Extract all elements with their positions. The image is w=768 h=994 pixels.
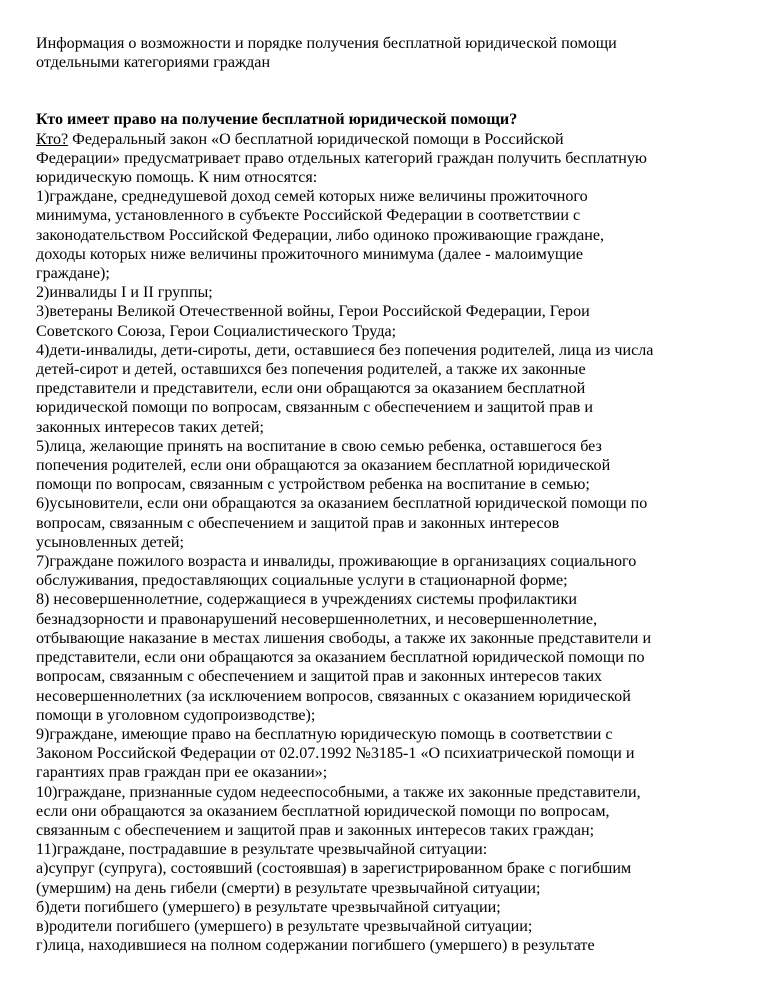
list-line: 10)граждане, признанные судом недееспособными, а также их законные представители, — [36, 783, 641, 801]
title-line: Информация о возможности и порядке получения бесплатной юридической помощи — [36, 35, 617, 52]
list-line: юридической помощи по вопросам, связанным с обеспечением и защитой прав и — [36, 399, 594, 417]
title-line: отдельными категориями граждан — [36, 54, 271, 72]
list-line: гарантиях прав граждан при ее оказании»; — [36, 764, 328, 782]
list-line: 4)дети-инвалиды, дети-сироты, дети, оставшиеся без попечения родителей, лица из числа — [36, 341, 654, 359]
spacer — [36, 72, 736, 110]
list-line: г)лица, находившиеся на полном содержании погибшего (умершего) в результате — [36, 937, 595, 955]
list-line: 6)усыновители, если они обращаются за оказанием бесплатной юридической помощи по — [36, 495, 648, 513]
list-line: в)родители погибшего (умершего) в результате чрезвычайной ситуации; — [36, 917, 533, 935]
list-line: законодательством Российской Федерации, либо одиноко проживающие граждане, — [36, 226, 605, 244]
intro-paragraph — [36, 130, 736, 188]
intro-text: Федеральный закон «О бесплатной юридической помощи в Российской — [68, 130, 564, 148]
list-line: 1)граждане, среднедушевой доход семей которых ниже величины прожиточного — [36, 188, 588, 206]
list-line: помощи в уголовном судопроизводстве); — [36, 706, 316, 724]
list-line: вопросам, связанным с обеспечением и защитой прав и законных интересов — [36, 514, 560, 532]
list-line: законных интересов таких детей; — [36, 418, 264, 436]
list-line: (умершим) на день гибели (смерти) в результате чрезвычайной ситуации; — [36, 879, 541, 897]
eligibility-list — [36, 187, 736, 955]
intro-line: юридическую помощь. К ним относятся: — [36, 169, 318, 187]
list-line: вопросам, связанным с обеспечением и защитой прав и законных интересов таких — [36, 668, 603, 686]
list-line: 8) несовершеннолетние, содержащиеся в учреждениях системы профилактики — [36, 591, 577, 609]
list-line: усыновленных детей; — [36, 533, 184, 551]
list-line: представители и представители, если они обращаются за оказанием бесплатной — [36, 380, 586, 398]
list-line: 7)граждане пожилого возраста и инвалиды, проживающие в организациях социального — [36, 553, 637, 571]
intro-first-line — [36, 130, 736, 149]
list-line: представители, если они обращаются за оказанием бесплатной юридической помощи по — [36, 649, 645, 667]
list-line: 2)инвалиды I и II группы; — [36, 284, 213, 302]
document-title — [36, 34, 736, 72]
list-line: граждане); — [36, 265, 110, 283]
list-line: отбывающие наказание в местах лишения свободы, а также их законные представители и — [36, 629, 652, 647]
list-line: 3)ветераны Великой Отечественной войны, Герои Российской Федерации, Герои — [36, 303, 590, 321]
list-line: помощи по вопросам, связанным с устройством ребенка на воспитание в семью; — [36, 476, 590, 494]
intro-line: Федерации» предусматривает право отдельных категорий граждан получить бесплатную — [36, 149, 647, 167]
list-line: 5)лица, желающие принять на воспитание в свою семью ребенка, оставшегося без — [36, 437, 602, 455]
list-line: связанным с обеспечением и защитой прав и законных интересов таких граждан; — [36, 821, 595, 839]
list-line: а)супруг (супруга), состоявший (состоявшая) в зарегистрированном браке с погибшим — [36, 860, 632, 878]
list-line: детей-сирот и детей, оставшихся без попечения родителей, а также их законные — [36, 361, 586, 379]
list-line: б)дети погибшего (умершего) в результате чрезвычайной ситуации; — [36, 898, 501, 916]
list-line: доходы которых ниже величины прожиточного минимума (далее - малоимущие — [36, 245, 584, 263]
list-line: попечения родителей, если они обращаются за оказанием бесплатной юридической — [36, 457, 611, 475]
list-line: Законом Российской Федерации от 02.07.1992 №3185-1 «О психиатрической помощи и — [36, 745, 635, 763]
list-line: 9)граждане, имеющие право на бесплатную юридическую помощь в соответствии с — [36, 725, 613, 743]
section-heading: Кто имеет право на получение бесплатной юридической помощи? — [36, 111, 518, 129]
list-line: обслуживания, предоставляющих социальные услуги в стационарной форме; — [36, 572, 568, 590]
list-line: безнадзорности и правонарушений несовершеннолетних, и несовершеннолетние, — [36, 610, 598, 628]
document-page — [36, 34, 736, 955]
list-line: 11)граждане, пострадавшие в результате чрезвычайной ситуации: — [36, 841, 488, 859]
who-link[interactable]: Кто? — [36, 130, 69, 148]
list-line: Советского Союза, Герои Социалистического Труда; — [36, 322, 397, 340]
list-line: несовершеннолетних (за исключением вопросов, связанных с оказанием юридической — [36, 687, 631, 705]
list-line: минимума, установленного в субъекте Российской Федерации в соответствии с — [36, 207, 581, 225]
list-line: если они обращаются за оказанием бесплатной юридической помощи по вопросам, — [36, 802, 610, 820]
